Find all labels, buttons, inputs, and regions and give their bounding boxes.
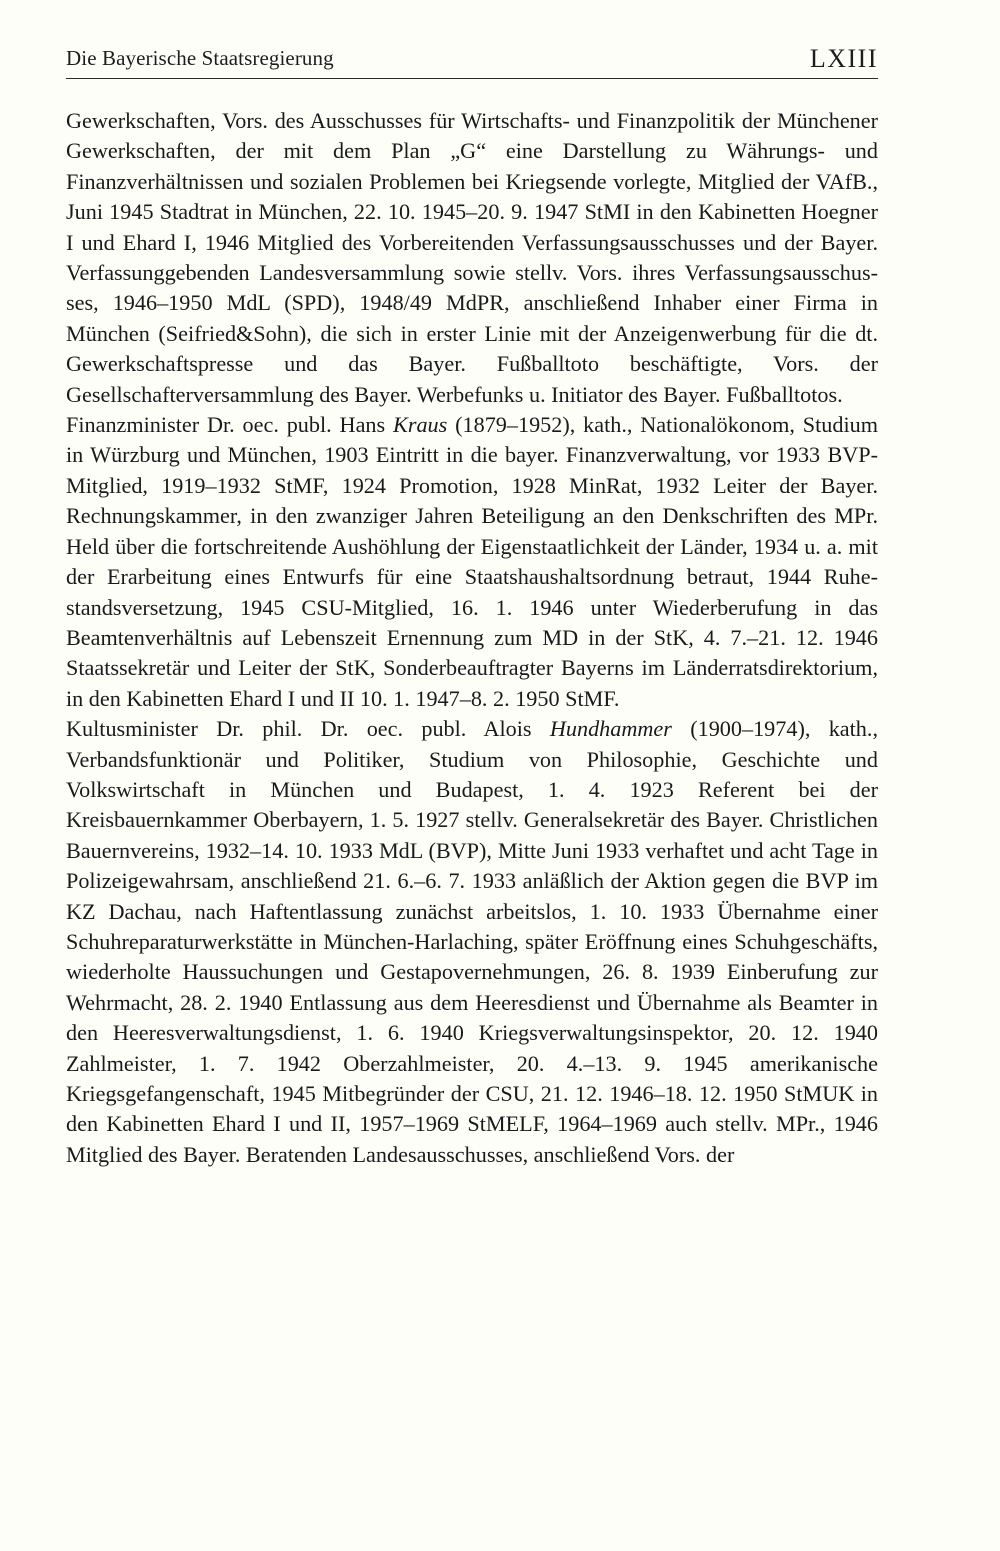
header-rule — [66, 78, 878, 79]
body-text — [66, 106, 878, 1170]
person-name: Kraus — [393, 412, 448, 438]
paragraph-text: Finanzminister Dr. oec. publ. Hans — [66, 412, 394, 438]
paragraph-kraus — [66, 410, 878, 714]
paragraph-text: Kultusminister Dr. phil. Dr. oec. publ. Alois — [66, 716, 550, 742]
running-header — [66, 44, 878, 78]
page-number: LXIII — [809, 44, 878, 73]
paragraph-hundhammer — [66, 714, 878, 1170]
paragraph-seifried-continuation — [66, 106, 878, 410]
person-name: Hundhammer — [549, 716, 672, 742]
running-title: Die Bayerische Staatsregierung — [66, 46, 334, 70]
paragraph-text: (1879–1952), kath., Nationalökonom, Studium in Würzburg und München, 1903 Eintritt in die bayer. Finanzverwaltung, vor 1933 BVP-Mitglied, 1919–1932 StMF, 1924 Promotion, 1928 MinRat, 1932 Leiter der Bayer. Rechnungskammer, in den zwanziger Jahren Beteiligung an den Denkschriften des MPr. Held über die fortschreitende Aushöhlung der Eigenstaatlichkeit der Länder, 1934 u. a. mit der Erarbeitung eines Entwurfs für eine Staatshaushaltsordnung betraut, 1944 Ruhestandsversetzung, 1945 CSU-Mitglied, 16. 1. 1946 unter Wiederberufung in das Beamtenverhältnis auf Lebenszeit Ernennung zum MD in der StK, 4. 7.–21. 12. 1946 Staatssekretär und Leiter der StK, Sonderbeauftragter Bayerns im Länderratsdirektorium, in den Kabinetten Ehard I und II 10. 1. 1947–8. 2. 1950 StMF. — [66, 412, 879, 711]
paragraph-text: Gewerkschaften, Vors. des Ausschusses für Wirtschafts- und Finanzpolitik der Münchener Gewerkschaften, der mit dem Plan „G“ eine Darstellung zu Währungs- und Finanzverhältnissen und sozialen Problemen bei Kriegsende vorlegte, Mitglied der VAfB., Juni 1945 Stadtrat in München, 22. 10. 1945–20. 9. 1947 StMI in den Kabinetten Hoegner I und Ehard I, 1946 Mitglied des Vorbereitenden Verfassungsausschusses und der Bayer. Verfassunggebenden Landesversammlung sowie stellv. Vors. ihres Verfassungsausschusses, 1946–1950 MdL (SPD), 1948/49 MdPR, anschließend Inhaber einer Firma in München (Seifried&Sohn), die sich in erster Linie mit der Anzeigenwerbung für die dt. Gewerkschaftspresse und das Bayer. Fußballtoto beschäftigte, Vors. der Gesellschafterversammlung des Bayer. Werbefunks u. Initiator des Bayer. Fußballtotos. — [66, 108, 878, 407]
paragraph-text: (1900–1974), kath., Verbandsfunktionär und Politiker, Studium von Philosophie, Geschichte und Volkswirtschaft in München und Budapest, 1. 4. 1923 Referent bei der Kreisbauernkammer Oberbayern, 1. 5. 1927 stellv. Generalsekretär des Bayer. Christlichen Bauernvereins, 1932–14. 10. 1933 MdL (BVP), Mitte Juni 1933 verhaftet und acht Tage in Polizeigewahrsam, anschließend 21. 6.–6. 7. 1933 anläßlich der Aktion gegen die BVP im KZ Dachau, nach Haftentlassung zunächst arbeitslos, 1. 10. 1933 Übernahme einer Schuhreparaturwerkstätte in München-Harlaching, später Eröffnung eines Schuhgeschäfts, wiederholte Haussuchungen und Gestapovernehmungen, 26. 8. 1939 Einberufung zur Wehrmacht, 28. 2. 1940 Entlassung aus dem Heeresdienst und Übernahme als Beamter in den Heeresverwaltungsdienst, 1. 6. 1940 Kriegsverwaltungsinspektor, 20. 12. 1940 Zahlmeister, 1. 7. 1942 Oberzahlmeister, 20. 4.–13. 9. 1945 amerikanische Kriegsgefangenschaft, 1945 Mitbegründer der CSU, 21. 12. 1946–18. 12. 1950 StMUK in den Kabinetten Ehard I und II, 1957–1969 StMELF, 1964–1969 auch stellv. MPr., 1946 Mitglied des Bayer. Beratenden Landesausschusses, anschließend Vors. der — [66, 716, 878, 1167]
